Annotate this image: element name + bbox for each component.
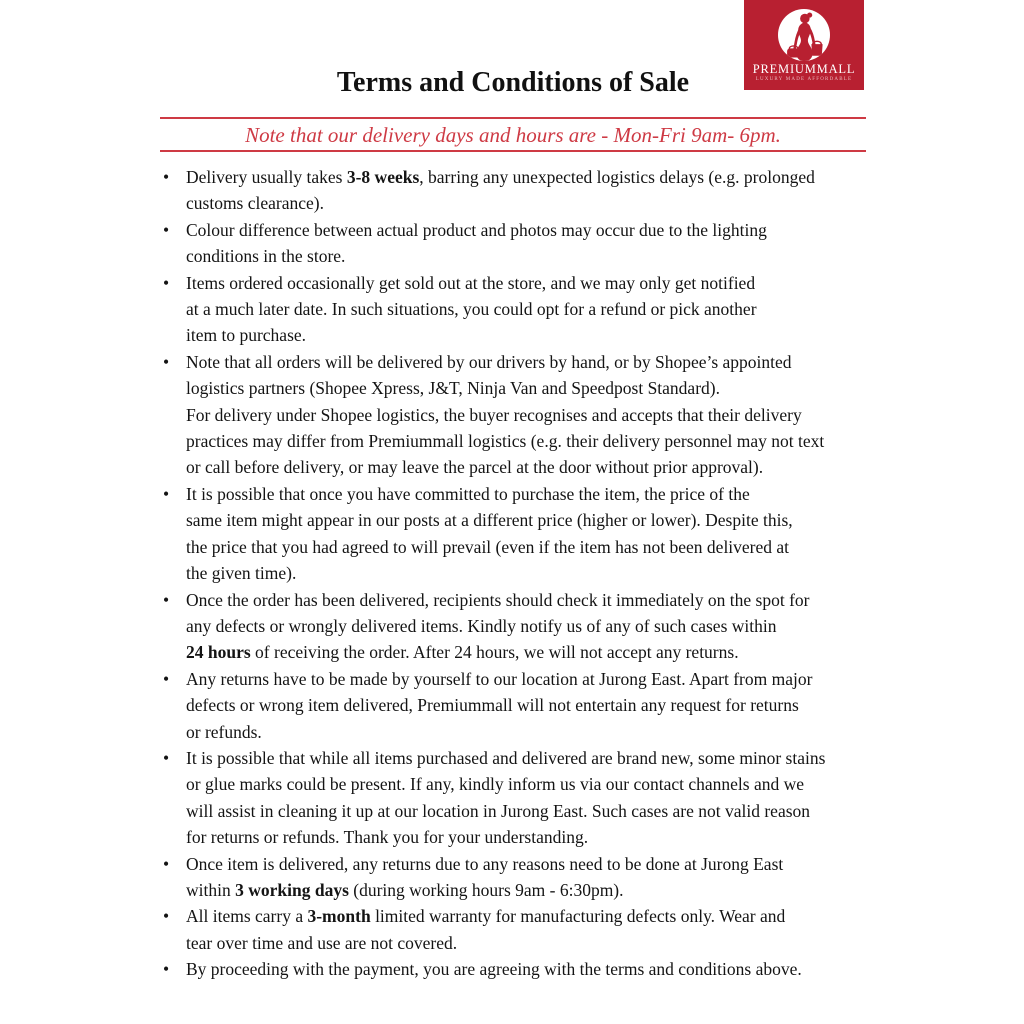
term-line: Any returns have to be made by yourself to our location at Jurong East. Apart from major xyxy=(186,668,813,689)
term-line: Note that all orders will be delivered by our drivers by hand, or by Shopee’s appointed xyxy=(186,351,792,372)
bullet-icon: • xyxy=(163,351,170,372)
term-line: conditions in the store. xyxy=(186,246,346,267)
document-content xyxy=(160,0,866,983)
term-line: For delivery under Shopee logistics, the buyer recognises and accepts that their delivery xyxy=(186,404,802,425)
term-line: or call before delivery, or may leave the parcel at the door without prior approval). xyxy=(186,457,764,478)
bullet-icon: • xyxy=(163,483,170,504)
term-item xyxy=(160,851,866,904)
bullet-icon: • xyxy=(163,959,170,980)
term-line: Once item is delivered, any returns due to any reasons need to be done at Jurong East xyxy=(186,853,784,874)
term-line: item to purchase. xyxy=(186,325,307,346)
term-line: practices may differ from Premiummall logistics (e.g. their delivery personnel may not text xyxy=(186,431,825,452)
term-line: Colour difference between actual product and photos may occur due to the lighting xyxy=(186,219,767,240)
term-line: By proceeding with the payment, you are agreeing with the terms and conditions above. xyxy=(186,959,802,980)
bullet-icon: • xyxy=(163,589,170,610)
bullet-icon: • xyxy=(163,219,170,240)
delivery-note-band xyxy=(160,117,866,152)
term-item xyxy=(160,217,866,270)
logo-tagline-text: LUXURY MADE AFFORDABLE xyxy=(755,77,853,82)
term-line: any defects or wrongly delivered items. Kindly notify us of any of such cases within xyxy=(186,615,777,636)
term-line: logistics partners (Shopee Xpress, J&T, Ninja Van and Speedpost Standard). xyxy=(186,378,720,399)
term-line: Once the order has been delivered, recipients should check it immediately on the spot for xyxy=(186,589,810,610)
term-item xyxy=(160,164,866,217)
term-line: or refunds. xyxy=(186,721,262,742)
term-line: the price that you had agreed to will prevail (even if the item has not been delivered at xyxy=(186,536,790,557)
bullet-icon: • xyxy=(163,853,170,874)
term-line: customs clearance). xyxy=(186,193,324,214)
term-line: the given time). xyxy=(186,563,297,584)
term-line: All items carry a 3-month limited warranty for manufacturing defects only. Wear and xyxy=(186,906,786,927)
term-line: defects or wrong item delivered, Premiummall will not entertain any request for returns xyxy=(186,695,799,716)
term-item xyxy=(160,481,866,587)
term-line: It is possible that while all items purchased and delivered are brand new, some minor stains xyxy=(186,747,826,768)
term-item xyxy=(160,956,866,982)
term-line: 24 hours of receiving the order. After 24 hours, we will not accept any returns. xyxy=(186,642,739,663)
term-item xyxy=(160,349,866,481)
term-item xyxy=(160,903,866,956)
term-line: for returns or refunds. Thank you for your understanding. xyxy=(186,827,589,848)
term-line: same item might appear in our posts at a different price (higher or lower). Despite this, xyxy=(186,510,793,531)
term-line: at a much later date. In such situations, you could opt for a refund or pick another xyxy=(186,299,757,320)
term-line: or glue marks could be present. If any, kindly inform us via our contact channels and we xyxy=(186,774,804,795)
bullet-icon: • xyxy=(163,906,170,927)
bullet-icon: • xyxy=(163,272,170,293)
term-item xyxy=(160,270,866,349)
bullet-icon: • xyxy=(163,668,170,689)
delivery-note-text: Note that our delivery days and hours are - Mon-Fri 9am- 6pm. xyxy=(245,123,781,147)
term-line: It is possible that once you have committed to purchase the item, the price of the xyxy=(186,483,750,504)
term-item xyxy=(160,587,866,666)
term-line: Items ordered occasionally get sold out at the store, and we may only get notified xyxy=(186,272,756,293)
term-line: tear over time and use are not covered. xyxy=(186,932,458,953)
term-item xyxy=(160,745,866,851)
terms-list xyxy=(160,164,866,983)
bullet-icon: • xyxy=(163,747,170,768)
bullet-icon: • xyxy=(163,167,170,187)
term-line: Delivery usually takes 3-8 weeks, barring any unexpected logistics delays (e.g. prolonged xyxy=(186,167,815,187)
term-line: will assist in cleaning it up at our location in Jurong East. Such cases are not valid reason xyxy=(186,800,811,821)
logo-brand-text: PREMIUMMALL xyxy=(752,62,856,76)
term-line: within 3 working days (during working hours 9am - 6:30pm). xyxy=(186,879,624,900)
page-title: Terms and Conditions of Sale xyxy=(336,67,690,98)
term-item xyxy=(160,666,866,745)
